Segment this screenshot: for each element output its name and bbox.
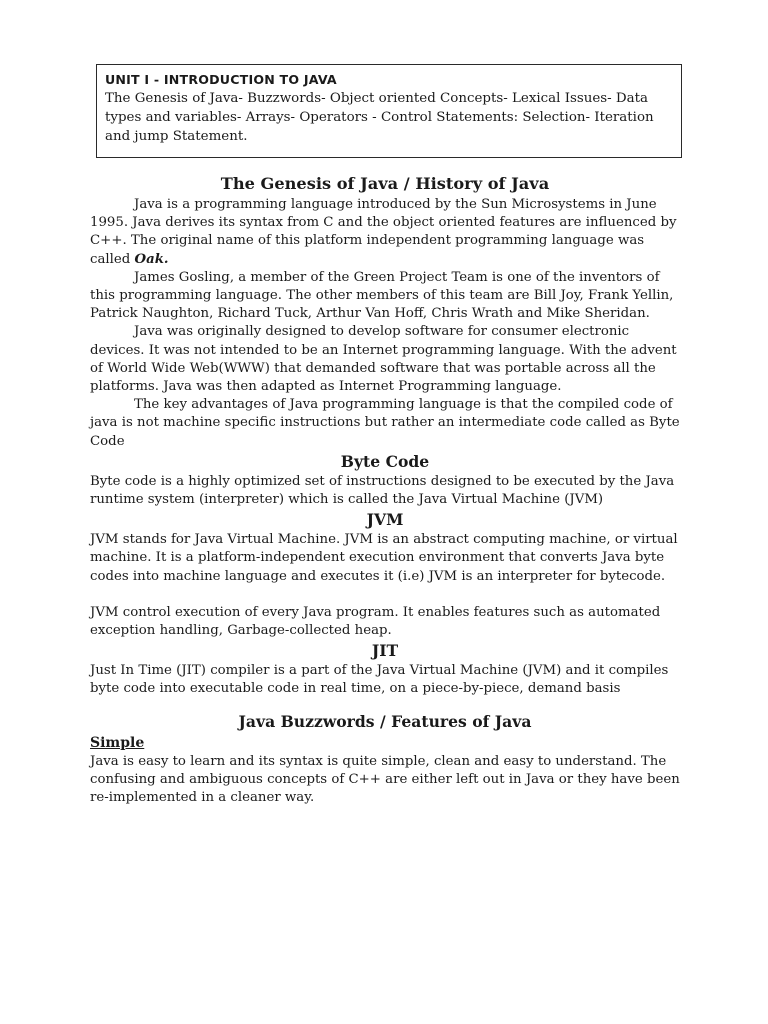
- genesis-paragraph-1-text: Java is a programming language introduced by the Sun Microsystems in June 1995. Java derives its syntax from C and the object oriented features are influenced by C++. The original name of this platform independent programming language was called: [90, 197, 677, 267]
- jvm-heading: JVM: [366, 510, 404, 530]
- unit-topics: The Genesis of Java- Buzzwords- Object oriented Concepts- Lexical Issues- Data types and variables- Arrays- Operators - Control Statements: Selection- Iteration and jump Statement.: [105, 91, 654, 144]
- paragraph-spacer: [90, 586, 680, 604]
- byte-code-paragraph: Byte code is a highly optimized set of instructions designed to be executed by the Java runtime system (interpreter) which is called the Java Virtual Machine (JVM): [90, 473, 675, 508]
- genesis-heading: The Genesis of Java / History of Java: [220, 174, 550, 193]
- genesis-paragraph-3: Java was originally designed to develop software for consumer electronic devices. It was not intended to be an Internet programming language. With the advent of World Wide Web(WWW) that demanded software that was portable across all the platforms. Java was then adapted as Internet Programming language.: [90, 324, 677, 395]
- oak-emphasis: Oak.: [134, 251, 169, 267]
- unit-title: UNIT I - INTRODUCTION TO JAVA: [105, 72, 337, 87]
- simple-paragraph: Java is easy to learn and its syntax is quite simple, clean and easy to understand. The confusing and ambiguous concepts of C++ are either left out in Java or they have been re-implemented in a cleaner way.: [90, 753, 680, 806]
- byte-code-heading: Byte Code: [340, 451, 430, 471]
- jvm-paragraph-2: JVM control execution of every Java program. It enables features such as automated exception handling, Garbage-collected heap.: [90, 604, 661, 639]
- simple-subheading: Simple: [90, 734, 145, 751]
- genesis-paragraph-2: James Gosling, a member of the Green Project Team is one of the inventors of this programming language. The other members of this team are Bill Joy, Frank Yellin, Patrick Naughton, Richard Tuck, Arthur Van Hoff, Chris Wrath and Mike Sheridan.: [90, 269, 674, 322]
- unit-summary-box: [96, 64, 682, 158]
- jvm-paragraph-1: JVM stands for Java Virtual Machine. JVM is an abstract computing machine, or virtual machine. It is a platform-independent execution environment that converts Java byte codes into machine language and executes it (i.e) JVM is an interpreter for bytecode.: [90, 532, 678, 584]
- buzzwords-heading: Java Buzzwords / Features of Java: [238, 711, 532, 731]
- document-content: [90, 172, 680, 807]
- jit-heading: JIT: [371, 641, 399, 661]
- jit-paragraph: Just In Time (JIT) compiler is a part of the Java Virtual Machine (JVM) and it compiles byte code into executable code in real time, on a piece-by-piece, demand basis: [90, 663, 669, 697]
- section-spacer: [90, 699, 680, 711]
- genesis-paragraph-1: [90, 196, 680, 269]
- genesis-paragraph-4: The key advantages of Java programming language is that the compiled code of java is not machine specific instructions but rather an intermediate code called as Byte Code: [90, 397, 680, 449]
